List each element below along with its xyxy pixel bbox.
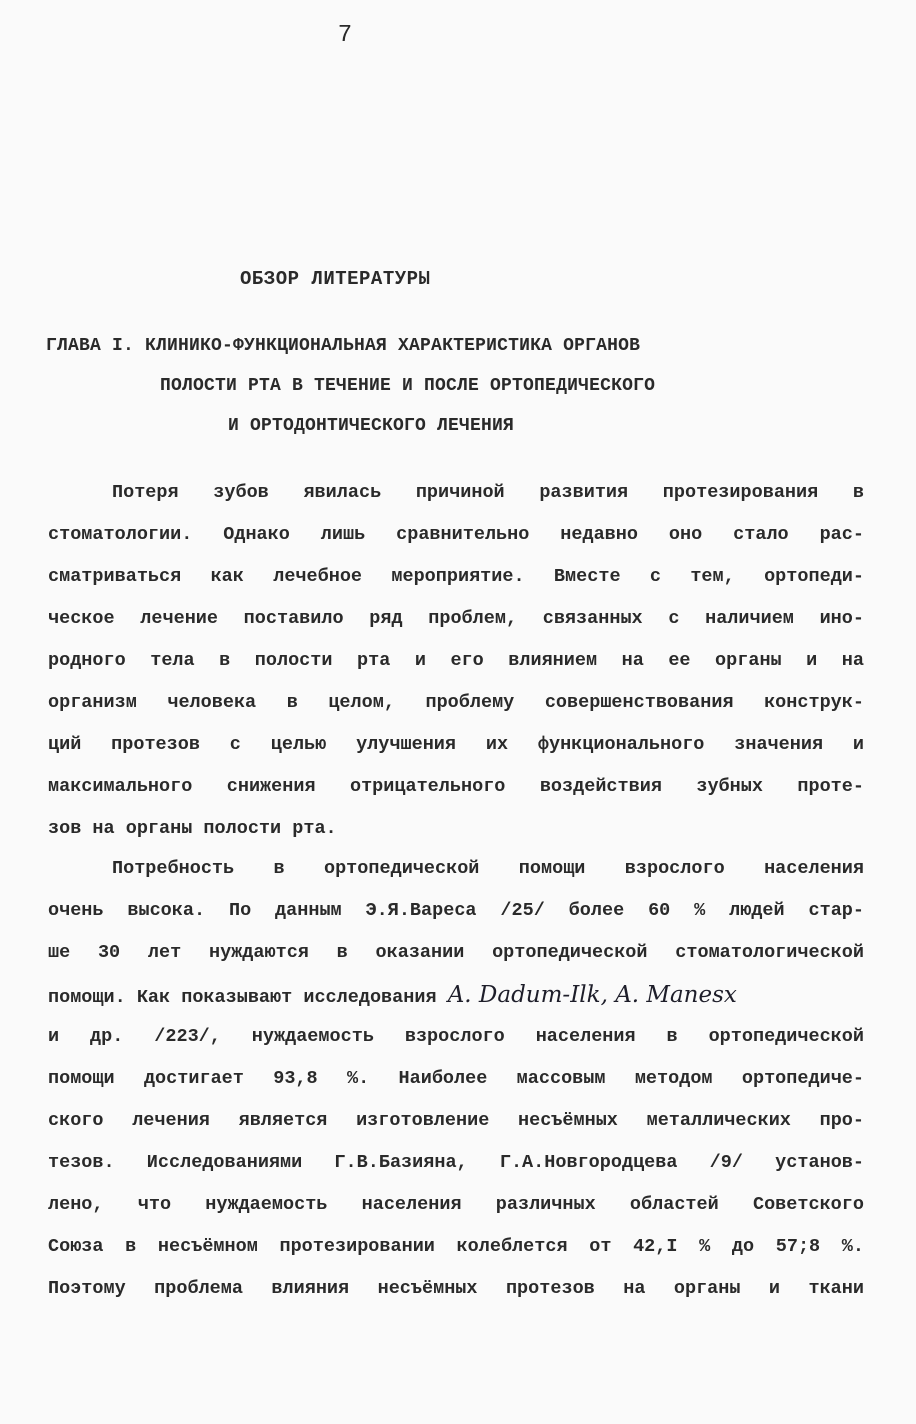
chapter-title-line-2: ПОЛОСТИ РТА В ТЕЧЕНИЕ И ПОСЛЕ ОРТОПЕДИЧЕСКОГО	[160, 376, 656, 396]
page-number: 7	[337, 22, 353, 49]
chapter-title-line-3: И ОРТОДОНТИЧЕСКОГО ЛЕЧЕНИЯ	[228, 416, 515, 436]
paragraph-1-line: родного тела в полости рта и его влиянием на ее органы и на	[48, 650, 864, 671]
paragraph-1-line: ций протезов с целью улучшения их функционального значения и	[48, 734, 864, 755]
paragraph-2-line: помощи достигает 93,8 %. Наиболее массовым методом ортопедиче-	[48, 1068, 864, 1089]
paragraph-2-line: очень высока. По данным Э.Я.Вареса /25/ более 60 % людей стар-	[48, 900, 864, 921]
handwritten-insert: A. Dadum-Ilk, A. Manesx	[447, 982, 737, 1008]
section-title: ОБЗОР ЛИТЕРАТУРЫ	[240, 268, 431, 290]
paragraph-2-text: помощи. Как показывают исследования	[48, 987, 437, 1008]
paragraph-1-line: организм человека в целом, проблему совершенствования конструк-	[48, 692, 864, 713]
paragraph-2-line: тезов. Исследованиями Г.В.Базияна, Г.А.Новгородцева /9/ установ-	[48, 1152, 864, 1173]
paragraph-1-line: зов на органы полости рта.	[48, 818, 337, 839]
paragraph-2-line: ше 30 лет нуждаются в оказании ортопедической стоматологической	[48, 942, 864, 963]
paragraph-1-line: максимального снижения отрицательного воздействия зубных проте-	[48, 776, 864, 797]
paragraph-2-line: Поэтому проблема влияния несъёмных протезов на органы и ткани	[48, 1278, 864, 1299]
paragraph-1-line: сматриваться как лечебное мероприятие. Вместе с тем, ортопеди-	[48, 566, 864, 587]
paragraph-2-line: Потребность в ортопедической помощи взрослого населения	[112, 858, 864, 879]
paragraph-2-line: Союза в несъёмном протезировании колеблется от 42,I % до 57;8 %.	[48, 1236, 864, 1257]
paragraph-1-line: ческое лечение поставило ряд проблем, связанных с наличием ино-	[48, 608, 864, 629]
paragraph-1-line: стоматологии. Однако лишь сравнительно недавно оно стало рас-	[48, 524, 864, 545]
paragraph-1-line: Потеря зубов явилась причиной развития протезирования в	[112, 482, 864, 503]
paragraph-2-line: лено, что нуждаемость населения различных областей Советского	[48, 1194, 864, 1215]
paragraph-2-line	[48, 982, 864, 1011]
chapter-title-line-1: ГЛАВА I. КЛИНИКО-ФУНКЦИОНАЛЬНАЯ ХАРАКТЕРИСТИКА ОРГАНОВ	[46, 336, 641, 356]
paragraph-2-line: ского лечения является изготовление несъёмных металлических про-	[48, 1110, 864, 1131]
paragraph-2-line: и др. /223/, нуждаемость взрослого населения в ортопедической	[48, 1026, 864, 1047]
